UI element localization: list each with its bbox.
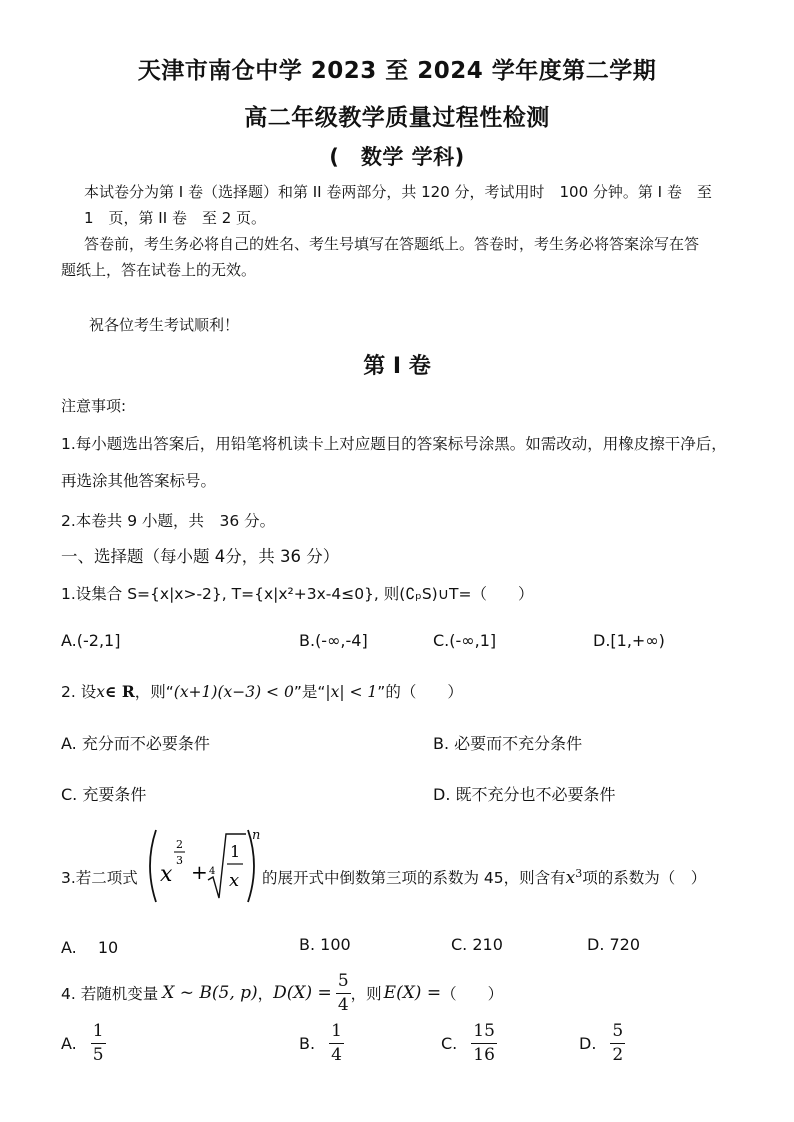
- notice-heading: 注意事项:: [61, 397, 127, 415]
- q4-variance-value: [336, 972, 351, 1014]
- q4-option-c-den: 16: [473, 1044, 495, 1065]
- exam-title-grade: 高二年级教学质量过程性检测: [244, 105, 550, 131]
- notice-2: 2.本卷共 9 小题，共 36 分。: [61, 512, 276, 530]
- good-luck-text: 祝各位考生考试顺利！: [89, 316, 240, 334]
- q4-option-d-num: 5: [610, 1022, 625, 1044]
- q4-stem-mid: ，则: [350, 985, 382, 1003]
- q2-stem-mid2: ”是“: [293, 683, 326, 701]
- q3-plus: +: [191, 860, 208, 884]
- intro-line-1: 本试卷分为第 I 卷（选择题）和第 II 卷两部分，共 120 分，考试用时 100 分钟。第 I 卷 至: [84, 183, 712, 201]
- q4-option-c-num: 15: [471, 1022, 497, 1044]
- q4-option-b-label: B.: [299, 1033, 316, 1053]
- q1-option-a: A.(-2,1]: [61, 631, 121, 650]
- q4-option-d-fraction: [610, 1022, 625, 1064]
- q4-option-a: [61, 1018, 106, 1068]
- q4-option-d: [579, 1018, 625, 1068]
- notice-1-line-1: 1.每小题选出答案后，用铅笔将机读卡上对应题目的答案标号涂黑。如需改动，用橡皮擦干净后，: [61, 435, 727, 453]
- q4-variance-den: 4: [337, 994, 349, 1015]
- q2-stem-pre: 2. 设: [61, 683, 97, 701]
- q4-option-d-den: 2: [612, 1044, 624, 1065]
- q2-stem-mid1: ，则“: [134, 683, 174, 701]
- q3-term-x: x: [565, 868, 576, 888]
- section-title: 第 I 卷: [363, 354, 431, 379]
- q4-option-d-label: D.: [579, 1033, 597, 1053]
- q1-option-d: D.[1,+∞): [593, 631, 665, 650]
- q4-option-a-num: 1: [91, 1022, 106, 1044]
- q3-option-c: C. 210: [451, 935, 503, 954]
- q3-exp-den: 3: [176, 854, 183, 867]
- q2-var-x: x: [96, 683, 105, 701]
- notice-1-line-2: 再选涂其他答案标号。: [61, 472, 217, 490]
- q4-distribution: X ~ B(5, p): [162, 983, 258, 1003]
- q1-stem: 1.设集合 S={x|x>-2}, T={x|x²+3x-4≤0}, 则(∁ₚS)∪T=（ ）: [61, 585, 534, 603]
- q4-option-a-label: A.: [61, 1033, 77, 1053]
- q4-option-b-den: 4: [331, 1044, 342, 1065]
- q4-variance-lhs: D(X) =: [273, 983, 332, 1003]
- q4-variance-num: 5: [336, 972, 351, 994]
- q3-base-x: x: [160, 862, 173, 887]
- q4-stem: [61, 972, 503, 1014]
- q3-power-n: n: [252, 828, 261, 843]
- q3-rad-den: x: [229, 870, 240, 891]
- q1-option-c: C.(-∞,1]: [433, 631, 497, 650]
- q4-option-b: [299, 1018, 344, 1068]
- q2-stem-end: ”的（ ）: [377, 683, 463, 701]
- left-paren-shape: [150, 830, 156, 902]
- q3-option-b: B. 100: [299, 935, 351, 954]
- exam-subject: ( 数学 学科): [329, 145, 465, 169]
- q4-option-c-label: C.: [441, 1033, 458, 1053]
- q4-expectation-lhs: E(X) =: [383, 983, 442, 1003]
- intro-line-3: 答卷前，考生务必将自己的姓名、考生号填写在答题纸上。答卷时，考生务必将答案涂写在答: [84, 235, 700, 253]
- q2-option-a: A. 充分而不必要条件: [61, 734, 210, 753]
- q1-option-b: B.(-∞,-4]: [299, 631, 368, 650]
- q4-option-a-fraction: [91, 1022, 106, 1064]
- q2-option-d: D. 既不充分也不必要条件: [433, 785, 616, 804]
- q3-stem-mid: 的展开式中倒数第三项的系数为 45，则含有: [262, 869, 566, 887]
- q3-exp-num: 2: [176, 838, 183, 851]
- q4-stem-end: （ ）: [441, 985, 504, 1003]
- q4-stem-pre: 4. 若随机变量: [61, 985, 159, 1003]
- exam-title-school: 天津市南仓中学 2023 至 2024 学年度第二学期: [137, 58, 657, 84]
- q2-in-r: ∈ R: [104, 682, 135, 701]
- q3-stem-pre: 3.若二项式: [61, 869, 138, 887]
- q3-stem-rest: [262, 866, 706, 888]
- q3-option-d: D. 720: [587, 935, 641, 954]
- part-title: 一、选择题（每小题 4分，共 36 分）: [61, 547, 340, 566]
- q3-binomial-expression: [142, 824, 262, 906]
- q4-option-a-den: 5: [92, 1044, 104, 1065]
- q2-option-c: C. 充要条件: [61, 785, 147, 804]
- q2-option-b: B. 必要而不充分条件: [433, 734, 583, 753]
- q4-option-b-num: 1: [329, 1022, 344, 1044]
- q3-option-a: A. 10: [61, 938, 119, 957]
- q2-condition-2: |x| < 1: [325, 683, 378, 701]
- q3-rad-num: 1: [230, 842, 241, 861]
- q2-condition-1: (x+1)(x−3) < 0: [173, 683, 294, 701]
- intro-line-4: 题纸上，答在试卷上的无效。: [61, 261, 257, 279]
- q4-option-b-fraction: [329, 1022, 344, 1064]
- intro-line-2: 1 页，第 II 卷 至 2 页。: [84, 209, 267, 227]
- q4-option-c: [441, 1018, 497, 1068]
- q3-root-index: 4: [209, 866, 216, 877]
- q2-stem: [61, 680, 463, 702]
- q3-term-exp: 3: [575, 866, 583, 880]
- q4-option-c-fraction: [471, 1022, 497, 1064]
- q4-comma: ，: [257, 985, 274, 1003]
- q3-stem-end: 项的系数为（ ）: [582, 869, 707, 887]
